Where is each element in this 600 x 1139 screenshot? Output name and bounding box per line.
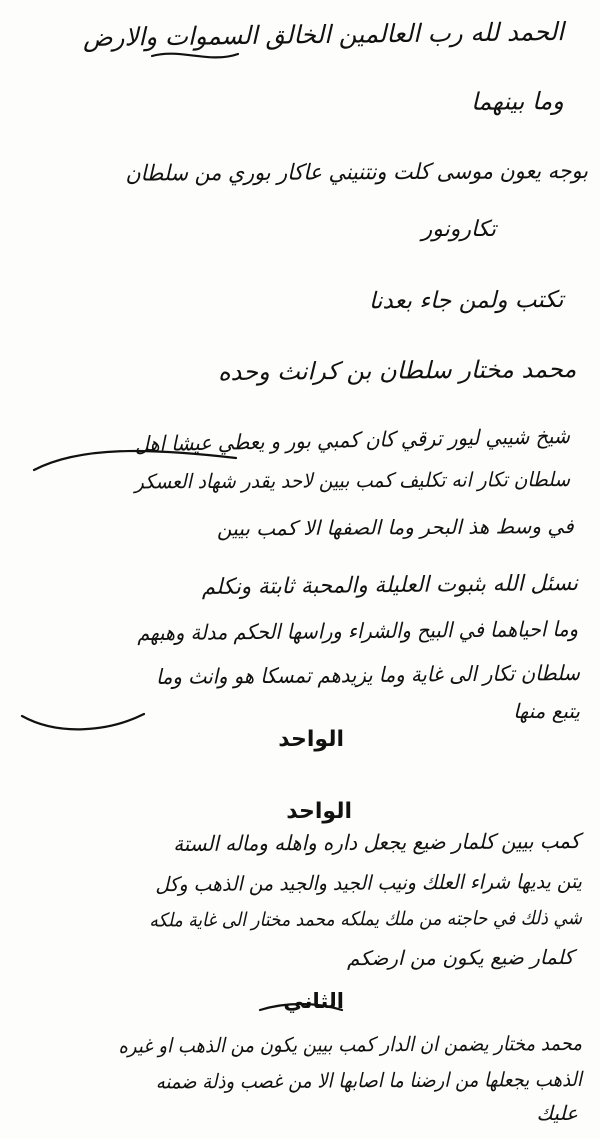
manuscript-line-1: الحمد لله رب العالمين الخالق السموات والارض <box>82 17 565 52</box>
manuscript-line-6: محمد مختار سلطان بن كرانث وحده <box>217 355 577 387</box>
pen-flourish-heading-two <box>256 1000 346 1020</box>
manuscript-line-5: تكتب ولمن جاء بعدنا <box>369 287 565 315</box>
manuscript-line-17: يتن يديها شراء العلك ونيب الجيد والجيد من الذهب وكل <box>155 869 583 897</box>
manuscript-line-3: بوجه يعون موسى كلت ونتنيني عاكار بوري من سلطان <box>125 159 589 187</box>
manuscript-line-9: في وسط هذ البحر وما الصفها الا كمب بيين <box>217 514 575 541</box>
manuscript-line-23: عليك <box>536 1101 578 1125</box>
manuscript-line-21: محمد مختار يضمن ان الدار كمب بيين يكون من الذهب او غيره <box>118 1031 583 1058</box>
section-heading-two: الثاني <box>283 989 344 1013</box>
manuscript-line-10: نسئل الله بثبوت العليلة والمحبة ثابتة ونكلم <box>201 571 579 601</box>
manuscript-line-18: شي ذلك في حاجته من ملك يملكه محمد مختار الى غاية ملكه <box>149 907 583 932</box>
section-heading-one: الواحد <box>286 799 352 824</box>
manuscript-line-19: كلمار ضيع يكون من ارضكم <box>347 945 575 971</box>
section-heading-first: الواحد <box>278 727 344 752</box>
manuscript-line-22: الذهب يجعلها من ارضنا ما اصابها الا من غصب وذلة ضمنه <box>155 1067 583 1094</box>
manuscript-line-2: وما بينهما <box>471 87 565 116</box>
pen-flourish-line-1 <box>150 46 240 66</box>
manuscript-line-13: يتبع منها <box>513 699 580 723</box>
manuscript-line-4: تكارونور <box>421 217 496 242</box>
pen-flourish-line-7 <box>30 440 240 480</box>
pen-flourish-line-12 <box>18 708 148 738</box>
manuscript-line-12: سلطان تكار الى غاية وما يزيدهم تمسكا هو وانث وما <box>155 661 581 689</box>
manuscript-line-11: وما احياهما في البيح والشراء وراسها الحكم مدلة وهبهم <box>137 617 579 646</box>
manuscript-line-8: سلطان تكار انه تكليف كمب بيين لاحد يقدر شهاد العسكر <box>134 467 571 494</box>
manuscript-line-7: شيخ شيبي ليور ترقي كان كمبي بور و يعطي عيشا اهل <box>134 424 571 457</box>
manuscript-line-16: كمب بيين كلمار ضيع يجعل داره واهله وماله الستة <box>173 829 581 857</box>
